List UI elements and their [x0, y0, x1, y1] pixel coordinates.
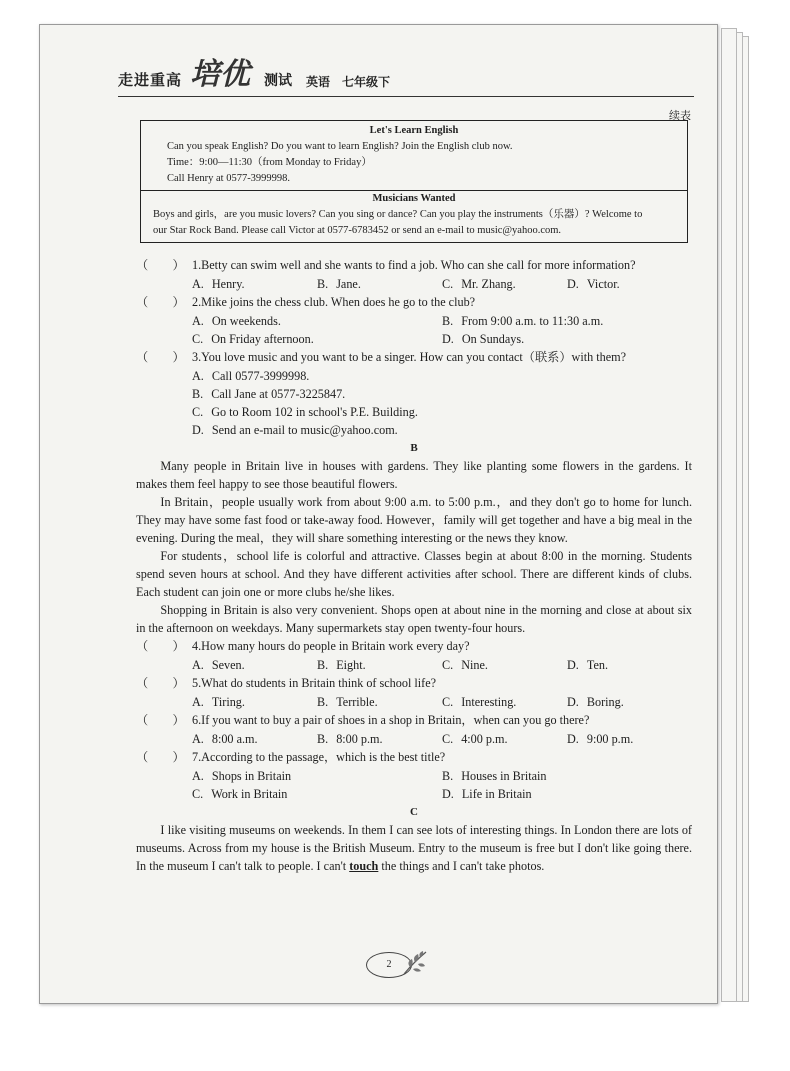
- passage-paragraph: Shopping in Britain is also very convenient. Shops open at about nine in the morning and close at about six in the afternoon on weekdays. Many supermarkets stay open twenty-four hours.: [136, 603, 692, 635]
- option-text: Call 0577-3999998.: [211, 369, 310, 383]
- option-letter: C.: [192, 332, 204, 346]
- grade-label: 七年级下: [342, 75, 391, 89]
- page-footer: [360, 944, 430, 984]
- option-letter: B.: [442, 314, 454, 328]
- option-text: Work in Britain: [211, 787, 288, 801]
- ad-title: Musicians Wanted: [372, 193, 456, 204]
- option-letter: C.: [442, 277, 454, 291]
- section-heading-b: B: [410, 442, 418, 454]
- option-text: Henry.: [211, 277, 245, 291]
- question-stem: You love music and you want to be a singer. How can you contact（联系）with them?: [201, 350, 627, 364]
- passage-text: I like visiting museums on weekends. In them I can see lots of interesting things. In London there are lots of museums. Across from my house is the British Museum. Entry to the museum is free but I don't like going there. In the museum I can't talk to people. I can't: [136, 823, 692, 873]
- ad-line: Time：9:00—11:30（from Monday to Friday）: [167, 157, 372, 168]
- option-letter: B.: [442, 769, 454, 783]
- question: [136, 348, 692, 439]
- option-text: Seven.: [211, 658, 245, 672]
- option-list: [192, 312, 692, 348]
- question-number: 4.: [192, 639, 202, 653]
- passage-paragraph: In Britain，people usually work from about 9:00 a.m. to 5:00 p.m.，and they don't go to home for lunch. They may have some fast food or take-away food. However，family will get together and have a big meal in the evening. During the meal，they will share something interesting or the news they know.: [136, 495, 692, 545]
- ad-box-musicians: [140, 189, 688, 243]
- option-text: Eight.: [336, 658, 366, 672]
- page-number: 2: [366, 952, 412, 978]
- brand-title: 走进重高: [118, 71, 183, 89]
- main-content: [136, 256, 692, 875]
- question-stem: According to the passage，which is the best title?: [201, 750, 446, 764]
- passage-paragraph: For students，school life is colorful and attractive. Classes begin at about 8:00 in the morning. Students spend seven hours at school. And they have different activities after school. There are different kinds of clubs. Each student can join one or more clubs he/she likes.: [136, 549, 692, 599]
- option-text: Jane.: [336, 277, 361, 291]
- answer-blank[interactable]: （ ）: [136, 258, 185, 272]
- ad-line: Call Henry at 0577-3999998.: [167, 173, 291, 184]
- option-letter: C.: [442, 658, 454, 672]
- question-stem: What do students in Britain think of school life?: [201, 676, 437, 690]
- option-text: Tiring.: [211, 695, 245, 709]
- option-letter: D.: [567, 695, 579, 709]
- ad-line: our Star Rock Band. Please call Victor at 0577-6783452 or send an e-mail to music@yahoo.com.: [153, 225, 562, 236]
- option-letter: A.: [192, 369, 204, 383]
- ad-box-english-club: [140, 120, 688, 191]
- question-stem: Betty can swim well and she wants to find a job. Who can she call for more information?: [201, 258, 636, 272]
- header-rule: [118, 96, 694, 97]
- ad-line: Can you speak English? Do you want to learn English? Join the English club now.: [167, 141, 513, 152]
- answer-blank[interactable]: （ ）: [136, 295, 185, 309]
- answer-blank[interactable]: （ ）: [136, 639, 185, 653]
- option-letter: D.: [567, 658, 579, 672]
- question-stem: How many hours do people in Britain work every day?: [201, 639, 470, 653]
- question-number: 5.: [192, 676, 202, 690]
- question-stem: If you want to buy a pair of shoes in a shop in Britain，when can you go there?: [201, 713, 590, 727]
- option-letter: C.: [192, 787, 204, 801]
- question-number: 2.: [192, 295, 202, 309]
- option-letter: D.: [192, 423, 204, 437]
- section-heading-c: C: [410, 806, 418, 818]
- option-text: On weekends.: [211, 314, 281, 328]
- option-text: Nine.: [461, 658, 488, 672]
- question: [136, 711, 692, 748]
- question-number: 6.: [192, 713, 202, 727]
- page-header: [118, 52, 390, 90]
- option-text: 4:00 p.m.: [461, 732, 508, 746]
- option-letter: A.: [192, 732, 204, 746]
- option-text: 9:00 p.m.: [586, 732, 634, 746]
- passage-paragraph: Many people in Britain live in houses with gardens. They like planting some flowers in the gardens. It makes them feel happy to see those beautiful flowers.: [136, 459, 692, 491]
- option-text: Boring.: [586, 695, 624, 709]
- series-title: 测试: [264, 73, 293, 89]
- option-text: On Sundays.: [461, 332, 525, 346]
- option-text: 8:00 p.m.: [336, 732, 383, 746]
- question-stem: Mike joins the chess club. When does he go to the club?: [201, 295, 476, 309]
- page-stack-edge: [721, 28, 737, 1002]
- option-letter: A.: [192, 277, 204, 291]
- option-text: Terrible.: [336, 695, 378, 709]
- ad-title: Let's Learn English: [369, 125, 459, 136]
- option-text: Interesting.: [461, 695, 517, 709]
- question: [136, 293, 692, 348]
- option-letter: D.: [567, 277, 579, 291]
- option-text: Mr. Zhang.: [461, 277, 516, 291]
- answer-blank[interactable]: （ ）: [136, 350, 185, 364]
- option-letter: B.: [192, 387, 204, 401]
- passage-paragraph-c: [136, 821, 692, 875]
- option-letter: C.: [192, 405, 204, 419]
- option-letter: B.: [317, 658, 329, 672]
- option-letter: D.: [442, 332, 454, 346]
- option-list: [192, 730, 692, 748]
- option-letter: C.: [442, 695, 454, 709]
- option-letter: D.: [567, 732, 579, 746]
- option-letter: A.: [192, 695, 204, 709]
- option-letter: A.: [192, 658, 204, 672]
- option-text: Victor.: [586, 277, 620, 291]
- continued-label: 续表: [669, 109, 691, 122]
- option-list: [192, 767, 692, 803]
- option-letter: A.: [192, 314, 204, 328]
- question-number: 1.: [192, 258, 202, 272]
- option-text: Houses in Britain: [461, 769, 547, 783]
- brand-calligraphy: 培优: [190, 57, 251, 92]
- question-number: 7.: [192, 750, 202, 764]
- option-letter: D.: [442, 787, 454, 801]
- option-letter: B.: [317, 695, 329, 709]
- question: [136, 256, 692, 293]
- question: [136, 637, 692, 674]
- passage-text: the things and I can't take photos.: [378, 859, 545, 873]
- option-list: [192, 693, 692, 711]
- option-list: [192, 275, 692, 293]
- option-text: On Friday afternoon.: [211, 332, 314, 346]
- question: [136, 748, 692, 803]
- subject-label: 英语: [306, 75, 331, 89]
- option-letter: B.: [317, 277, 329, 291]
- option-list: [192, 367, 692, 439]
- option-text: Send an e-mail to music@yahoo.com.: [211, 423, 398, 437]
- option-text: 8:00 a.m.: [211, 732, 258, 746]
- question-number: 3.: [192, 350, 202, 364]
- answer-blank[interactable]: （ ）: [136, 750, 185, 764]
- option-letter: B.: [317, 732, 329, 746]
- option-text: Go to Room 102 in school's P.E. Building.: [211, 405, 418, 419]
- answer-blank[interactable]: （ ）: [136, 676, 185, 690]
- option-letter: A.: [192, 769, 204, 783]
- ad-line: Boys and girls，are you music lovers? Can you sing or dance? Can you play the instruments（乐器）? Welcome to: [153, 209, 643, 220]
- option-text: Life in Britain: [461, 787, 532, 801]
- question: [136, 674, 692, 711]
- option-text: From 9:00 a.m. to 11:30 a.m.: [461, 314, 604, 328]
- underlined-word: touch: [349, 859, 379, 873]
- option-text: Shops in Britain: [211, 769, 292, 783]
- option-letter: C.: [442, 732, 454, 746]
- option-text: Ten.: [586, 658, 609, 672]
- option-list: [192, 656, 692, 674]
- leaf-sprig-icon: [400, 948, 430, 978]
- answer-blank[interactable]: （ ）: [136, 713, 185, 727]
- option-text: Call Jane at 0577-3225847.: [211, 387, 346, 401]
